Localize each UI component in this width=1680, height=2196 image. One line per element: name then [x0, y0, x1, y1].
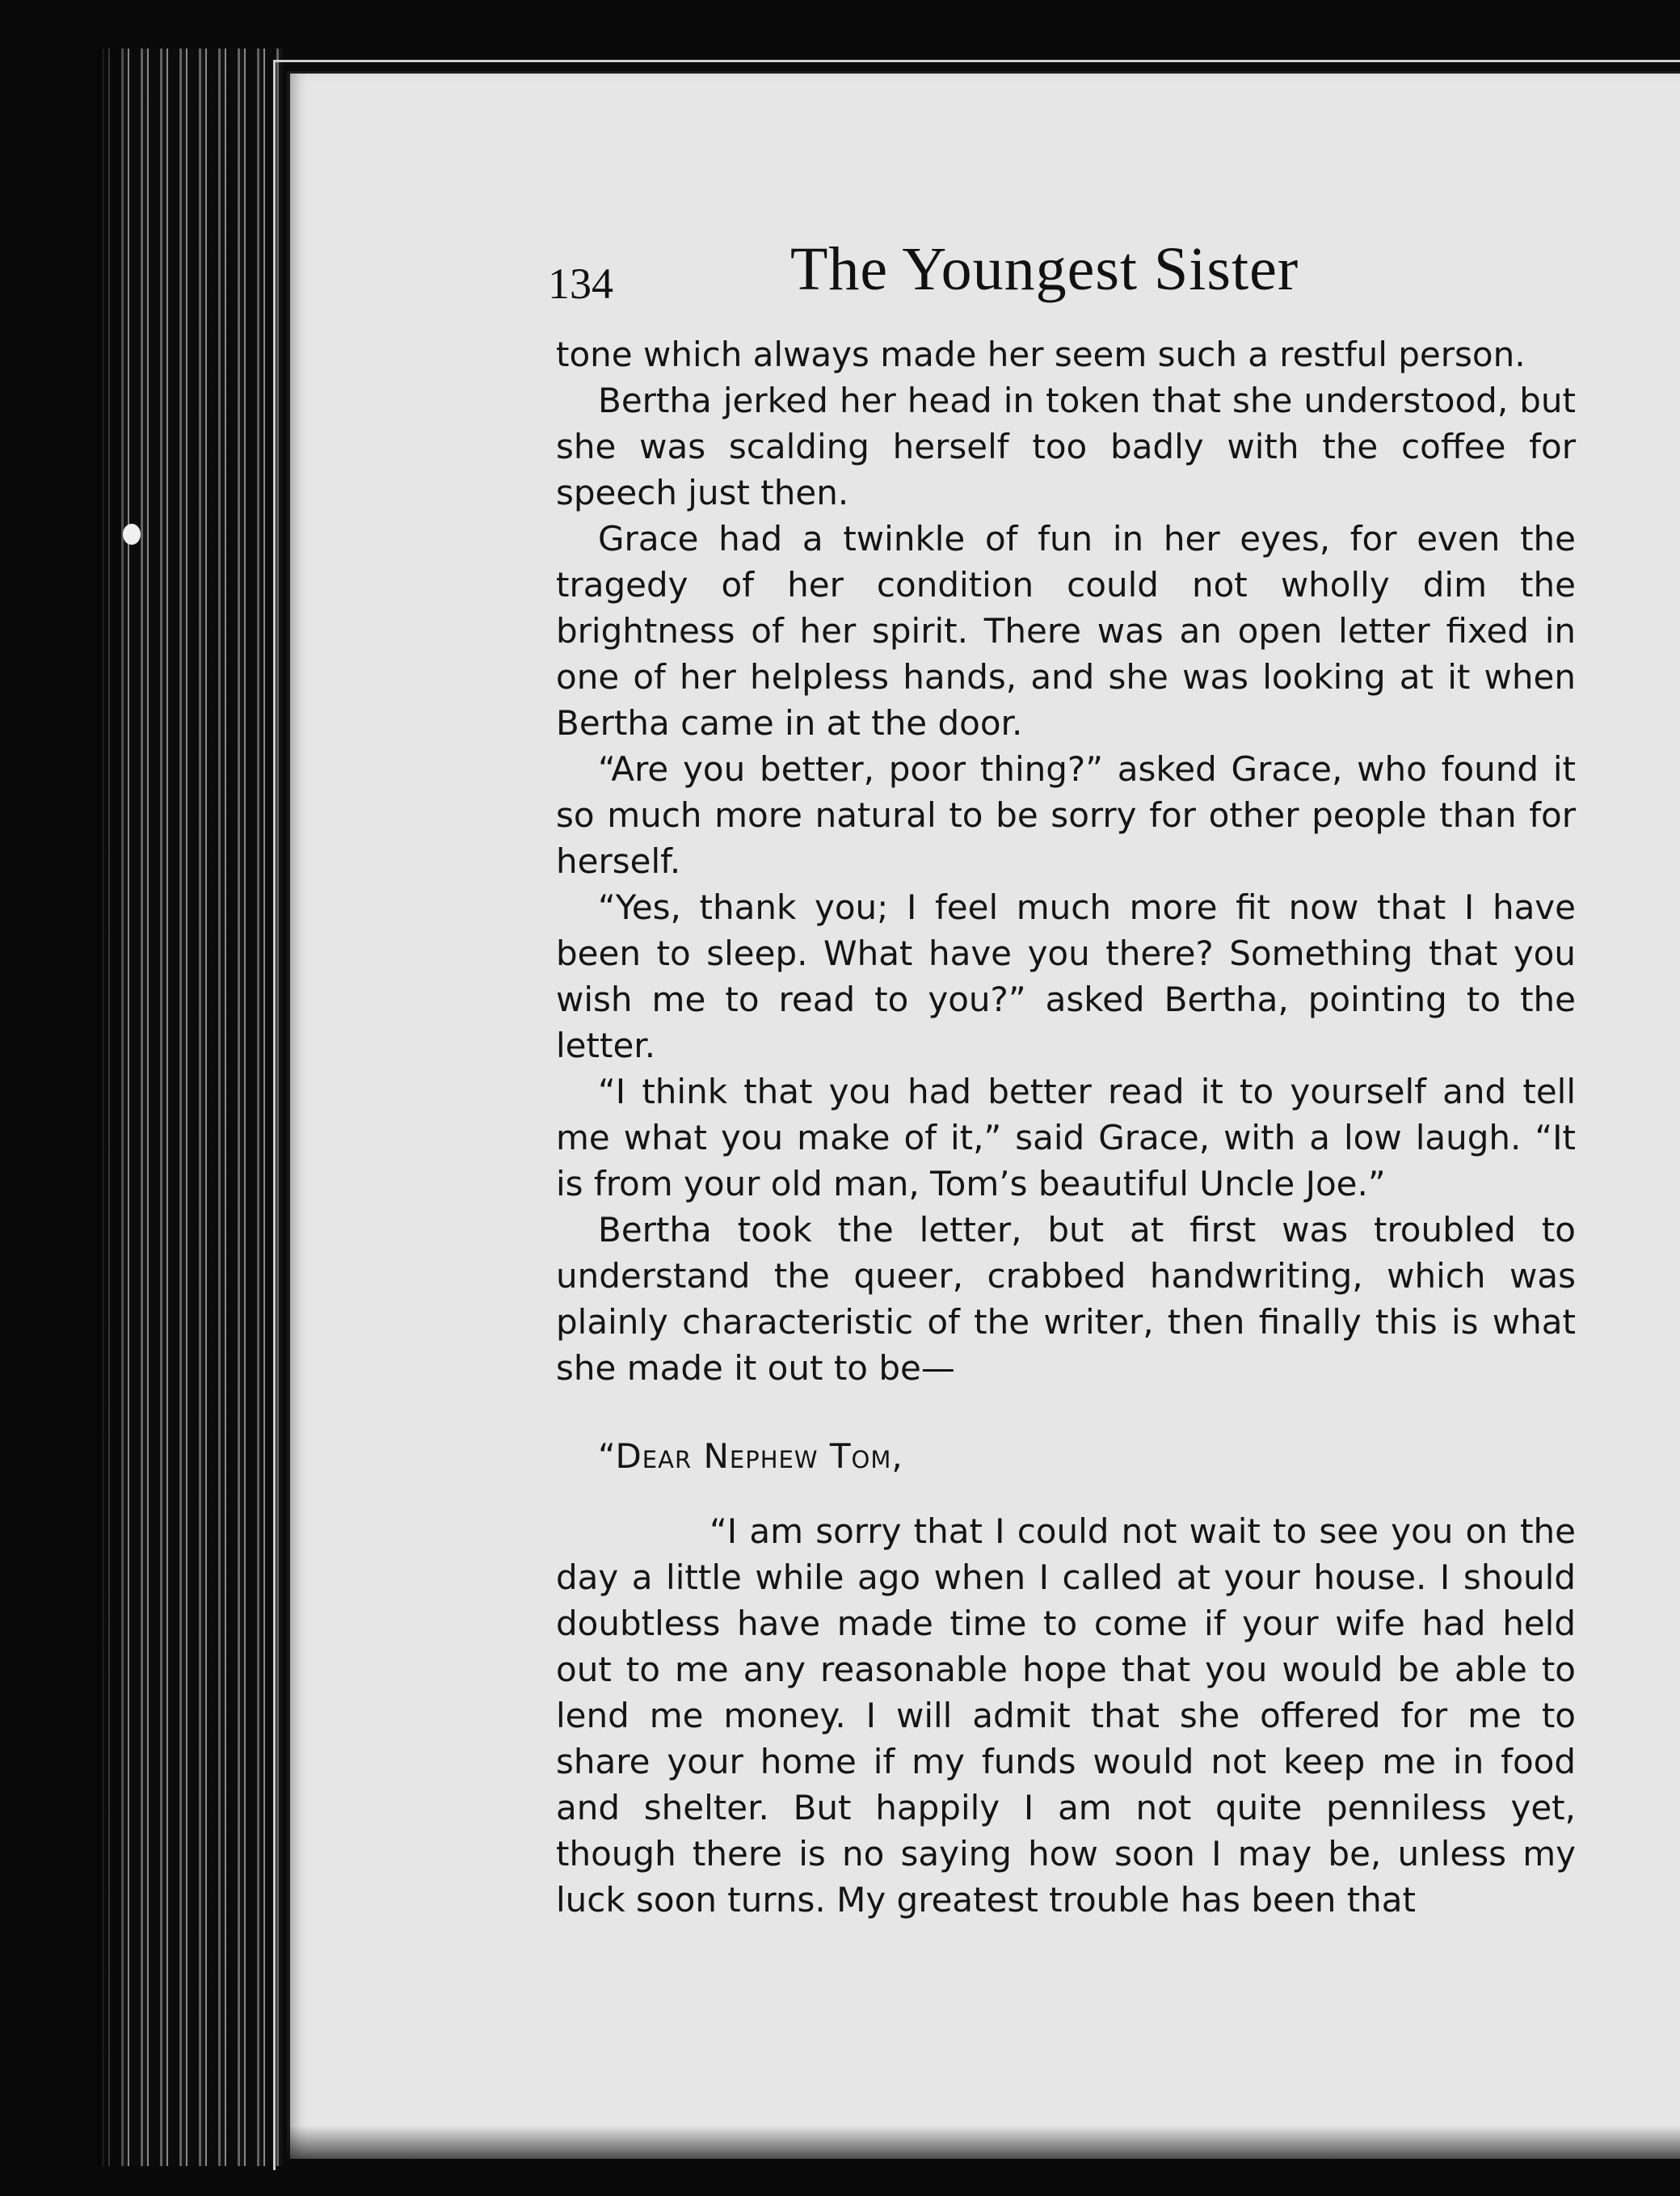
paragraph: “Yes, thank you; I feel much more fit now that I have been to sleep. What have you there? Something that you wish me to read to you?” asked Bertha, pointing to the letter. [556, 887, 1576, 1065]
edge-mark [123, 524, 141, 545]
paragraph: “I think that you had better read it to yourself and tell me what you make of it,” said Grace, with a low laugh. “It is from your old man, Tom’s beautiful Uncle Joe.” [556, 1072, 1576, 1203]
letter-body: “I am sorry that I could not wait to see you on the day a little while ago when I called at your house. I should doubtless have made time to come if your wife had held out to me any reasonable hope that you would be able to lend me money. I will admit that she offered for me to share your home if my funds would not keep me in food and shelter. But happily I am not quite penniless yet, though there is no saying how soon I may be, unless my luck soon turns. My greatest trouble has been that [556, 1511, 1576, 1920]
body-text [556, 331, 1576, 1923]
paragraph: Grace had a twinkle of fun in her eyes, for even the tragedy of her condition could not wholly dim the brightness of her spirit. There was an open letter fixed in one of her helpless hands, and she was looking at it when Bertha came in at the door. [556, 519, 1576, 743]
paragraph: “Are you better, poor thing?” asked Grace, who found it so much more natural to be sorry for other people than for herself. [556, 749, 1576, 881]
page-bottom-shadow [287, 2126, 1680, 2174]
page-header [548, 234, 1598, 323]
paragraph: Bertha jerked her head in token that she understood, but she was scalding herself too badly with the coffee for speech just then. [556, 381, 1576, 512]
paragraph: tone which always made her seem such a restful person. [556, 335, 1526, 374]
running-title: The Youngest Sister [790, 235, 1299, 303]
letter-salutation: “Dear Nephew Tom, [598, 1436, 903, 1476]
page-number: 134 [548, 259, 613, 308]
book-edge-shadow [97, 48, 129, 2166]
paragraph: Bertha took the letter, but at first was troubled to understand the queer, crabbed handwriting, which was plainly characteristic of the writer, then finally this is what she made it out to be— [556, 1210, 1576, 1388]
